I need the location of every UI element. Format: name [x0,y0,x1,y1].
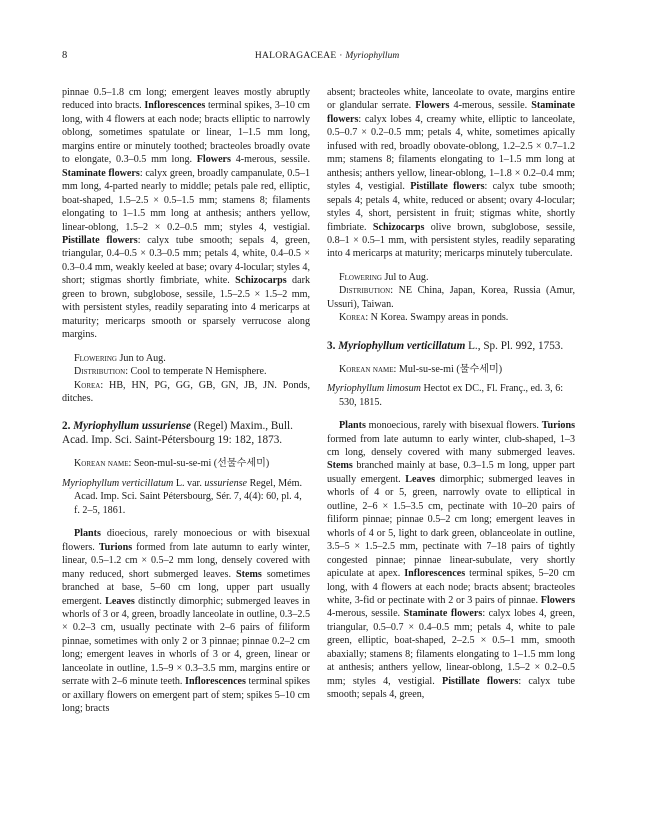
species-heading [62,419,310,447]
right-column [327,86,575,702]
page-number: 8 [62,50,68,61]
title-separator: · [336,51,346,61]
bold-term: Leaves [405,473,436,485]
bold-term: Plants [339,420,366,432]
species-author: (Regel) Maxim., Bull. Acad. Imp. Sci. Saint-Pétersbourg 19: 182, 1873. [62,420,293,447]
bold-term: Stems [327,460,353,472]
bold-term: Flowers [540,594,575,606]
korean-name-line [62,457,310,470]
korean-name-text: : Mul-su-se-mi (물수세미) [393,363,503,375]
bold-term: Stems [236,568,262,580]
bold-term: Plants [74,528,101,540]
korean-name-label: Korean name [339,363,394,375]
bold-term: Staminate flowers [327,100,575,125]
genus-name: Myriophyllum [345,51,400,61]
synonym-line [327,382,575,409]
korea-line [62,379,310,406]
left-column [62,86,310,716]
distribution-label: Distribution [74,366,126,378]
running-title [62,51,592,61]
bold-term: Pistillate flowers [62,234,138,246]
flowering-label: Flowering [74,352,117,364]
bold-term: Inflorescences [185,676,246,688]
flowering-line [62,352,310,365]
bold-term: Flowers [415,100,450,112]
species-heading [327,339,575,353]
flowering-text: Jul to Aug. [381,271,429,283]
bold-term: Inflorescences [144,100,206,112]
description-paragraph: absent; bracteoles white, lanceolate to ovate, margins entire or glandular serrate. Flowers 4-merous, sessile. Staminate flowers: calyx lobes 4, creamy white, elliptic to lanceolate, 0.5–0.7 × 0.2–0.5 mm; petals 4, white, sometimes apically infused with red, broadly obovate-oblong, 1.2–2.5 × 0.7–1.2 mm; stamens 8; filaments elongating to 1–1.5 mm long at anthesis; anthers yellow, linear-oblong, 1–1.8 × 0.2–0.4 mm; styles 4, vestigial. Pistillate flowers: calyx tube smooth; sepals 4; petals 4, white, reduced or absent; ovary 4-locular; styles 4, short, persistent in fruit; stigmas white, shortly fimbriate. Schizocarps olive brown, subglobose, sessile, 0.8–1 × 0.5–1 mm, with persistent styles, readily separating into 4 mericarps at maturity; mericarps minutely tuberculate. [327,87,576,260]
bold-term: Flowers [196,154,231,166]
synonym-name: Myriophyllum limosum [327,383,421,395]
species-author: L., Sp. Pl. 992, 1753. [465,339,564,352]
synonym-reference: Regel, Mém. Acad. Imp. Sci. Saint Pétersbourg, Sér. 7, 4(4): 60, pl. 4, f. 2–5, 1861. [74,477,302,516]
bold-term: Schizocarps [235,275,287,287]
korean-name-label: Korean name [74,458,129,470]
bold-term: Staminate flowers [403,608,483,620]
bold-term: Inflorescences [404,568,466,580]
bold-term: Turions [541,420,575,432]
family-name: HALORAGACEAE [254,51,337,61]
description-paragraph: pinnae 0.5–1.8 cm long; emergent leaves mostly abruptly reduced into bracts. Inflorescences terminal spikes, 3–10 cm long, with 4 flowers at each node; bracts elliptic to narrowly oblong, sometimes spatulate or linear, 1–1.5 mm long, margins entire or minutely toothed; bracteoles broadly ovate to elongate, 0.3–0.5 mm long. Flowers 4-merous, sessile. Staminate flowers: calyx green, broadly campanulate, 0.5–1 mm long, 4-parted nearly to middle; petals pale red, elliptic, boat-shaped, 1.5–2.5 × 0.5–1.5 mm; stamens 8; filaments elongating to 1–1.5 mm long at anthesis; anthers yellow, linear-oblong, 1.5–2 × 0.2–0.5 mm; styles 4, vestigial. Pistillate flowers: calyx tube smooth; sepals 4, green, triangular, 0.4–0.5 × 0.3–0.5 mm; petals 4, white, 0.4–0.5 × 0.3–0.4 mm, weakly keeled at base; ovary 4-locular; styles 4, short; stigmas shortly fimbriate, white. Schizocarps dark green to brown, subglobose, sessile, 1.5–2.5 × 1.5–2 mm, with persistent styles, readily separating into 4 mericarps at maturity; mericarps smooth or sparsely verrucose along margins. [62,87,310,341]
bold-term: Turions [98,541,133,553]
flowering-label: Flowering [339,271,382,283]
flowering-text: Jun to Aug. [116,352,166,364]
species-name: Myriophyllum ussuriense [73,420,191,433]
korea-label: Korea [339,312,366,324]
synonym-name: Myriophyllum verticillatum [62,477,174,489]
distribution-text: : Cool to temperate N Hemisphere. [125,366,267,378]
bold-term: Pistillate flowers [442,675,519,687]
description-paragraph: Plants dioecious, rarely monoecious or with bisexual flowers. Turions formed from late autumn to early winter, linear, 0.5–1.2 cm × 0.5–2 mm long, densely covered with many reduced, short submerged leaves. Stems sometimes branched at base, 5–60 cm long, upper part usually emergent. Leaves distinctly dimorphic; submerged leaves in whorls of 3 or 4, green, broadly lanceolate in outline, 0.3–2.5 × 0.2–3 cm, usually pectinate with 2–6 pairs of filiform pinnae, sometimes with only 2 or 3 pinnae; pinnae 0.2–2 cm long; emergent leaves in whorls of 3 or 4, green, linear or lanceolate in outline, 1.5–9 × 0.3–3.5 mm, margins entire or serrate with 2–6 minute teeth. Inflorescences terminal spikes or axillary flowers on emergent part of stem; spikes 5–10 cm long; bracts [62,528,311,715]
distribution-line [62,365,310,378]
bold-term: Pistillate flowers [410,181,485,193]
bold-term: Schizocarps [372,221,425,233]
species-name: Myriophyllum verticillatum [338,339,466,352]
korea-text: : HB, HN, PG, GG, GB, GN, JB, JN. Ponds, ditches. [62,379,310,404]
korea-line [327,311,575,324]
species-number: 3. [327,339,339,352]
distribution-line [327,284,575,311]
korea-label: Korea [74,379,101,391]
bold-term: Staminate flowers [62,167,140,179]
korea-text: : N Korea. Swampy areas in ponds. [365,312,509,324]
description-paragraph: Plants monoecious, rarely with bisexual flowers. Turions formed from late autumn to early winter, club-shaped, 1–3 cm long, densely covered with many submerged leaves. Stems branched mainly at base, 0.3–1.5 m long, upper part usually emergent. Leaves dimorphic; submerged leaves in whorls of 4 or 5, green, narrowly ovate to elliptical in outline, 2–6 × 1.5–3.5 cm, pectinate with 10–20 pairs of filiform pinnae; pinnae 0.5–2 cm long; emergent leaves in whorls of 4 or 5, light to dark green, oblanceolate in outline, 3.5–5 × 1.5–2.5 mm, pectinate with 7–18 pairs of tightly congested pinnae; pinnae linear-subulate, very shortly apiculate at apex. Inflorescences terminal spikes, 5–20 cm long, with 4 flowers at each node; bracts absent; bracteoles white, 3-fid or pectinate with 2 or 3 pairs of pinnae. Flowers 4-merous, sessile. Staminate flowers: calyx lobes 4, green, triangular, 0.5–0.7 × 0.4–0.5 mm; petals 4, white to pale green, elliptic, boat-shaped, 2–2.5 × 0.5–1 mm, smooth abaxially; stamens 8; filaments elongating to 1–1.5 mm long at anthesis; anthers yellow, linear-oblong, 1.5–2 × 0.2–0.5 mm; styles 4, vestigial. Pistillate flowers: calyx tube smooth; sepals 4, green, [327,420,575,701]
synonym-line: Myriophyllum verticillatum L. var. ussuriense Regel, Mém. Acad. Imp. Sci. Saint Pétersbourg, Sér. 7, 4(4): 60, pl. 4, f. 2–5, 1861. [62,477,302,516]
flowering-line [327,271,575,284]
species-number: 2. [62,420,74,433]
korean-name-text: : Seon-mul-su-se-mi (선물수세미) [128,458,270,470]
distribution-label: Distribution [339,285,391,297]
synonym-reference: Hectot ex DC., Fl. Franç., ed. 3, 6: 530, 1815. [339,383,564,408]
korean-name-line [327,363,575,376]
bold-term: Leaves [105,595,135,607]
distribution-text: : NE China, Japan, Korea, Russia (Amur, Ussuri), Taiwan. [327,285,575,310]
running-header [62,50,592,64]
synonym-variety: ussuriense [204,477,248,489]
